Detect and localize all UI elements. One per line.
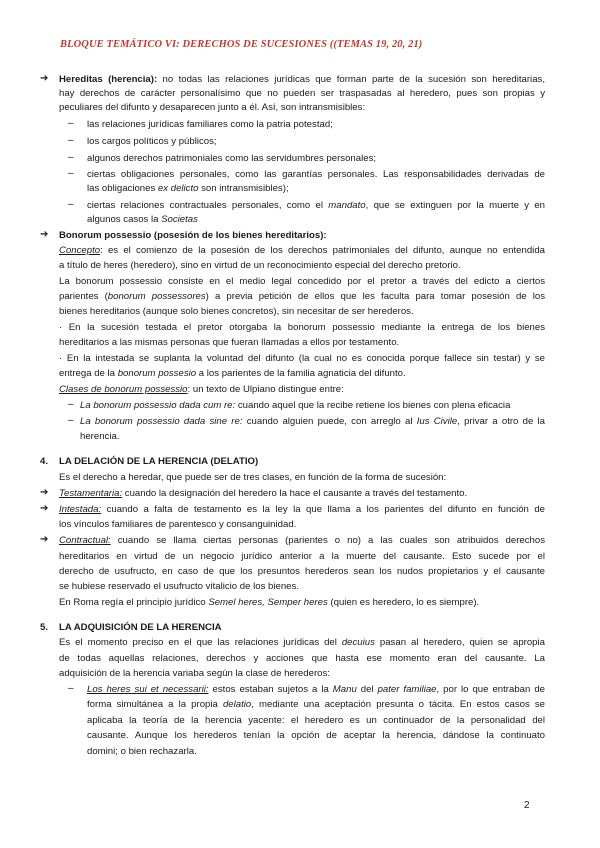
hereditas-line-1: Hereditas (herencia): no todas las relaciones jurídicas que forman parte de la sucesión son hereditarias, xyxy=(59,74,545,85)
delacion-testamentaria: Testamentaria: cuando la designación del heredero la hace el causante a través del testamento. xyxy=(59,488,468,499)
delacion-contractual-cont: hereditarios en virtud de un negocio jurídico anterior a la muerte del causante. Esto sucede por el xyxy=(59,551,545,562)
bonorum-p2-cont: bienes hereditarios (aunque solo bienes concretos), sin necesitar de ser herederos. xyxy=(59,306,414,317)
list-item: Los heres sui et necessarii: estos estaban sujetos a la Manu del pater familiae, por lo que entraban de xyxy=(87,684,546,695)
list-item-cont: causante. Aunque los herederos tenían la opción de aceptar la herencia, dándose la continuato xyxy=(87,730,545,741)
list-item: La bonorum possessio dada sine re: cuando alguien puede, con arreglo al Ius Civile, privar a otro de la xyxy=(80,416,545,427)
section-number: 4. xyxy=(40,456,49,467)
dash-bullet: – xyxy=(68,415,74,426)
delacion-contractual-cont: derecho de usufructo, en caso de que los presuntos herederos sean los nudos propietarios y el causante xyxy=(59,566,545,577)
delacion-intestada-cont: los vínculos familiares de parentesco y consanguinidad. xyxy=(59,519,297,530)
hereditas-line-3: peculiares del difunto y desaparecen junto a él. Así, son intransmisibles: xyxy=(59,102,366,113)
section-heading: LA DELACIÓN DE LA HERENCIA (DELATIO) xyxy=(59,456,259,467)
bonorum-p3-cont: hereditarios a las mismas personas que fueran llamadas a ellos por testamento. xyxy=(59,337,400,348)
bonorum-clases: Clases de bonorum possessio: un texto de Ulpiano distingue entre: xyxy=(59,384,344,395)
bonorum-p3: · En la sucesión testada el pretor otorgaba la bonorum possessio mediante la entrega de los bienes xyxy=(59,322,545,333)
section-heading: LA ADQUISICIÓN DE LA HERENCIA xyxy=(59,622,222,633)
dash-bullet: – xyxy=(68,135,74,146)
document-header: BLOQUE TEMÁTICO VI: DERECHOS DE SUCESIONES ((TEMAS 19, 20, 21) xyxy=(60,39,423,50)
dash-bullet: – xyxy=(68,399,74,410)
arrow-bullet-icon: ➔ xyxy=(40,534,49,545)
list-item-cont: algunos casos la Societas xyxy=(87,214,198,225)
list-item: algunos derechos patrimoniales como las servidumbres personales; xyxy=(87,153,377,164)
list-item: los cargos políticos y públicos; xyxy=(87,136,217,147)
list-item: La bonorum possessio dada cum re: cuando aquel que la recibe retiene los bienes con plena eficacia xyxy=(80,400,511,411)
dash-bullet: – xyxy=(68,152,74,163)
list-item: ciertas relaciones contractuales personales, como el mandato, que se extinguen por la muerte y en xyxy=(87,200,545,211)
list-item-cont: aplicaba la teoría de la herencia yacente: el heredero es un continuador de la personalidad del xyxy=(87,715,545,726)
bonorum-concepto-cont: a título de heres (heredero), sino en virtud de un reconocimiento especial del derecho pretorio. xyxy=(59,260,461,271)
delacion-contractual: Contractual: cuando se llama ciertas personas (parientes o no) a las cuales son atribuidos derechos xyxy=(59,535,545,546)
bonorum-p4: · En la intestada se suplanta la voluntad del difunto (la cual no es conocida porque fallece sin testar) y se xyxy=(59,353,545,364)
arrow-bullet-icon: ➔ xyxy=(40,73,49,84)
delacion-intro: Es el derecho a heredar, que puede ser de tres clases, en función de la forma de sucesión: xyxy=(59,472,447,483)
bonorum-p2: La bonorum possessio consiste en el medio legal concedido por el pretor a través del edicto a ciertos xyxy=(59,276,545,287)
arrow-bullet-icon: ➔ xyxy=(40,487,49,498)
dash-bullet: – xyxy=(68,118,74,129)
dash-bullet: – xyxy=(68,683,74,694)
section-number: 5. xyxy=(40,622,49,633)
page-number: 2 xyxy=(524,800,530,811)
arrow-bullet-icon: ➔ xyxy=(40,503,49,514)
dash-bullet: – xyxy=(68,168,74,179)
bonorum-p4-cont: entrega de la bonorum possesio a los parientes de la familia agnaticia del difunto. xyxy=(59,368,406,379)
hereditas-line-2: hay derechos de carácter personalísimo que no pueden ser traspasadas al heredero, pues son propias y xyxy=(59,88,545,99)
adquisicion-p1: Es el momento preciso en el que las relaciones jurídicas del decuius pasan al heredero, quien se apropia xyxy=(59,637,545,648)
delacion-intestada: Intestada: cuando a falta de testamento es la ley la que llama a los parientes del difunto en función de xyxy=(59,504,545,515)
bonorum-p2-cont: parientes (bonorum possessores) a previa petición de ellos que les faculta para tomar posesión de los xyxy=(59,291,546,302)
bonorum-concepto: Concepto: es el comienzo de la posesión de los derechos patrimoniales del difunto, aunque no entendida xyxy=(59,245,545,256)
bonorum-heading: Bonorum possessio (posesión de los bienes hereditarios): xyxy=(59,230,327,241)
adquisicion-p1-cont: adquisición de la herencia variaba según la clase de herederos: xyxy=(59,668,330,679)
dash-bullet: – xyxy=(68,199,74,210)
list-item-cont: domini; o bien rechazarla. xyxy=(87,746,197,757)
list-item-cont: las obligaciones ex delicto son intransmisibles); xyxy=(87,183,289,194)
delacion-contractual-cont: se hubiese reservado el usufructo vitalicio de los bienes. xyxy=(59,581,299,592)
adquisicion-p1-cont: de todas aquellas relaciones, derechos y acciones que hasta ese momento eran del causante. La xyxy=(59,653,545,664)
list-item-cont: forma simultánea a la propia delatio, mediante una aceptación presunta o tácita. En estos casos se xyxy=(87,699,546,710)
list-item-cont: herencia. xyxy=(80,431,120,442)
list-item: las relaciones jurídicas familiares como la patria potestad; xyxy=(87,119,333,130)
delacion-roma: En Roma regía el principio jurídico Semel heres, Semper heres (quien es heredero, lo es siempre). xyxy=(59,597,480,608)
list-item: ciertas obligaciones personales, como las garantías personales. Las responsabilidades derivadas de xyxy=(87,169,545,180)
arrow-bullet-icon: ➔ xyxy=(40,229,49,240)
